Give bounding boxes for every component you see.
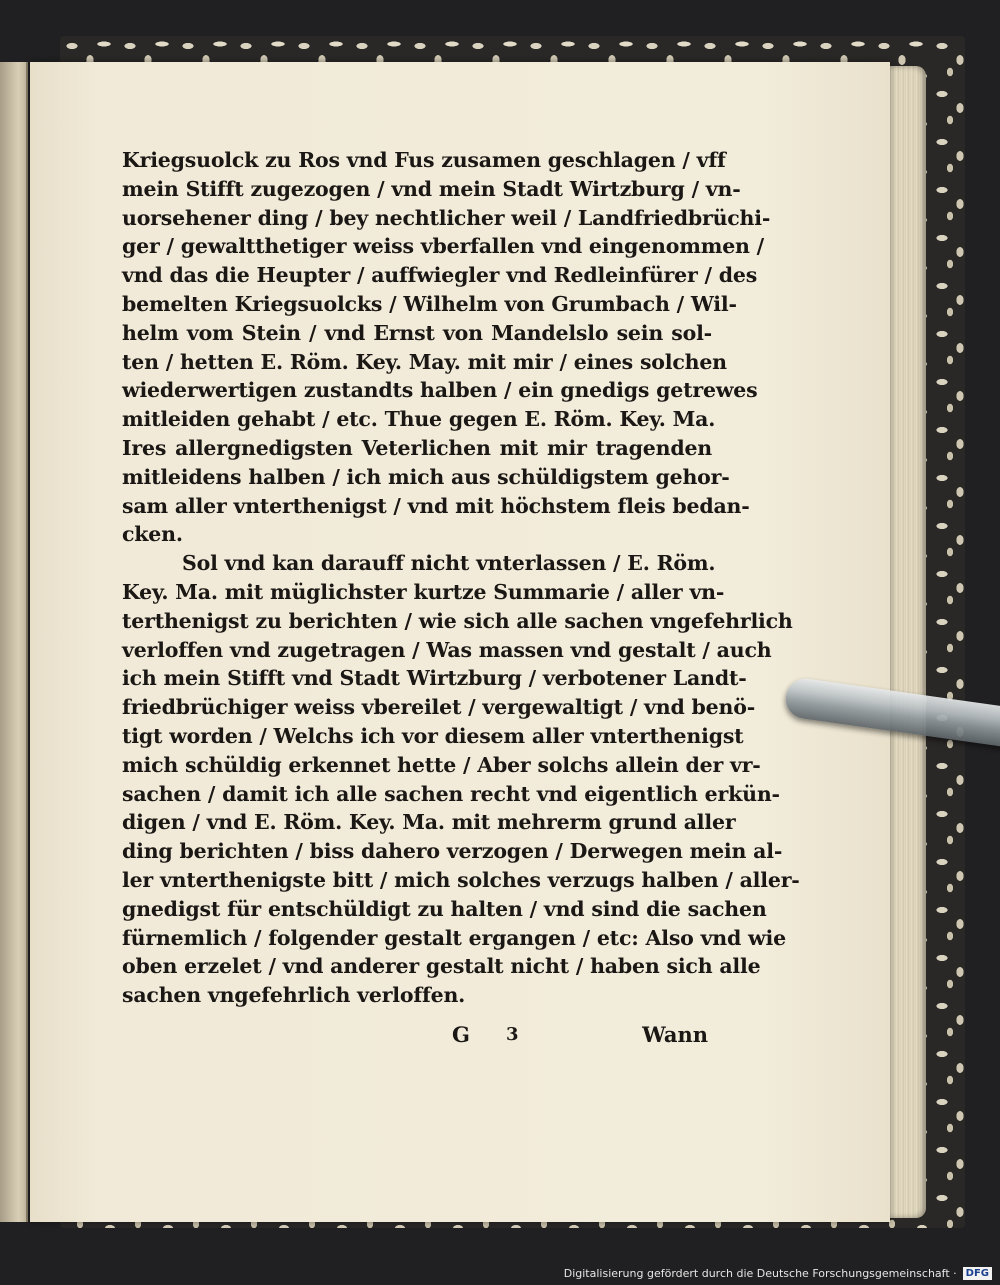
page-footer xyxy=(452,1022,708,1054)
left-page-edge xyxy=(0,62,28,1222)
text-line: bemelten Kriegsuolcks / Wilhelm von Grumbach / Wil- xyxy=(122,291,737,316)
text-line: cken. xyxy=(122,522,183,547)
text-line: Ires allergnedigsten Veterlichen mit mir tragenden xyxy=(122,435,712,460)
text-line: verloffen vnd zugetragen / Was massen vnd gestalt / auch xyxy=(122,637,772,662)
text-line: gnedigst für entschüldigt zu halten / vnd sind die sachen xyxy=(122,896,767,921)
page-text xyxy=(122,146,800,1010)
text-line: mitleidens halben / ich mich aus schüldigstem gehor- xyxy=(122,464,730,489)
text-line: mich schüldig erkennet hette / Aber solchs allein der vr- xyxy=(122,752,761,777)
text-line: friedbrüchiger weiss vbereilet / vergewaltigt / vnd benö- xyxy=(122,695,756,720)
text-line: ding berichten / biss dahero verzogen / Derwegen mein al- xyxy=(122,839,783,864)
text-line: sachen / damit ich alle sachen recht vnd eigentlich erkün- xyxy=(122,781,780,806)
text-line: ler vnterthenigste bitt / mich solches verzugs halben / aller- xyxy=(122,867,800,892)
digitization-credit xyxy=(564,1263,992,1283)
catchword: Wann xyxy=(642,1022,708,1047)
text-line: digen / vnd E. Röm. Key. Ma. mit mehrerm grund aller xyxy=(122,810,736,835)
dfg-logo-icon: DFG xyxy=(963,1267,992,1280)
text-line: fürnemlich / folgender gestalt ergangen / etc: Also vnd wie xyxy=(122,925,786,950)
text-line: ich mein Stifft vnd Stadt Wirtzburg / verbotener Landt- xyxy=(122,666,747,691)
credit-text: Digitalisierung gefördert durch die Deutsche Forschungsgemeinschaft · xyxy=(563,1266,957,1280)
text-line-paragraph-start: Sol vnd kan darauff nicht vnterlassen / E. Röm. xyxy=(182,551,716,576)
text-line: vnd das die Heupter / auffwiegler vnd Redleinfürer / des xyxy=(122,263,758,288)
text-line: oben erzelet / vnd anderer gestalt nicht / haben sich alle xyxy=(122,954,761,979)
text-line: ten / hetten E. Röm. Key. May. mit mir / eines solchen xyxy=(122,349,727,374)
signature-mark: G xyxy=(452,1022,470,1047)
text-line: wiederwertigen zustandts halben / ein gnedigs getrewes xyxy=(122,378,758,403)
text-line: ger / gewaltthetiger weiss vberfallen vnd eingenommen / xyxy=(122,234,764,259)
text-line: sachen vngefehrlich verloffen. xyxy=(122,983,466,1008)
text-line: Key. Ma. mit müglichster kurtze Summarie / aller vn- xyxy=(122,579,725,604)
text-line: mitleiden gehabt / etc. Thue gegen E. Röm. Key. Ma. xyxy=(122,407,716,432)
text-line: uorsehener ding / bey nechtlicher weil / Landfriedbrüchi- xyxy=(122,205,771,230)
text-line: helm vom Stein / vnd Ernst von Mandelslo sein sol- xyxy=(122,320,712,345)
text-line: tigt worden / Welchs ich vor diesem aller vnterthenigst xyxy=(122,723,744,748)
text-line: Kriegsuolck zu Ros vnd Fus zusamen geschlagen / vff xyxy=(122,148,726,172)
signature-number: 3 xyxy=(506,1024,519,1045)
text-line: mein Stifft zugezogen / vnd mein Stadt Wirtzburg / vn- xyxy=(122,176,741,201)
text-line: sam aller vnterthenigst / vnd mit höchstem fleis bedan- xyxy=(122,493,750,518)
text-line: terthenigst zu berichten / wie sich alle sachen vngefehrlich xyxy=(122,608,793,633)
